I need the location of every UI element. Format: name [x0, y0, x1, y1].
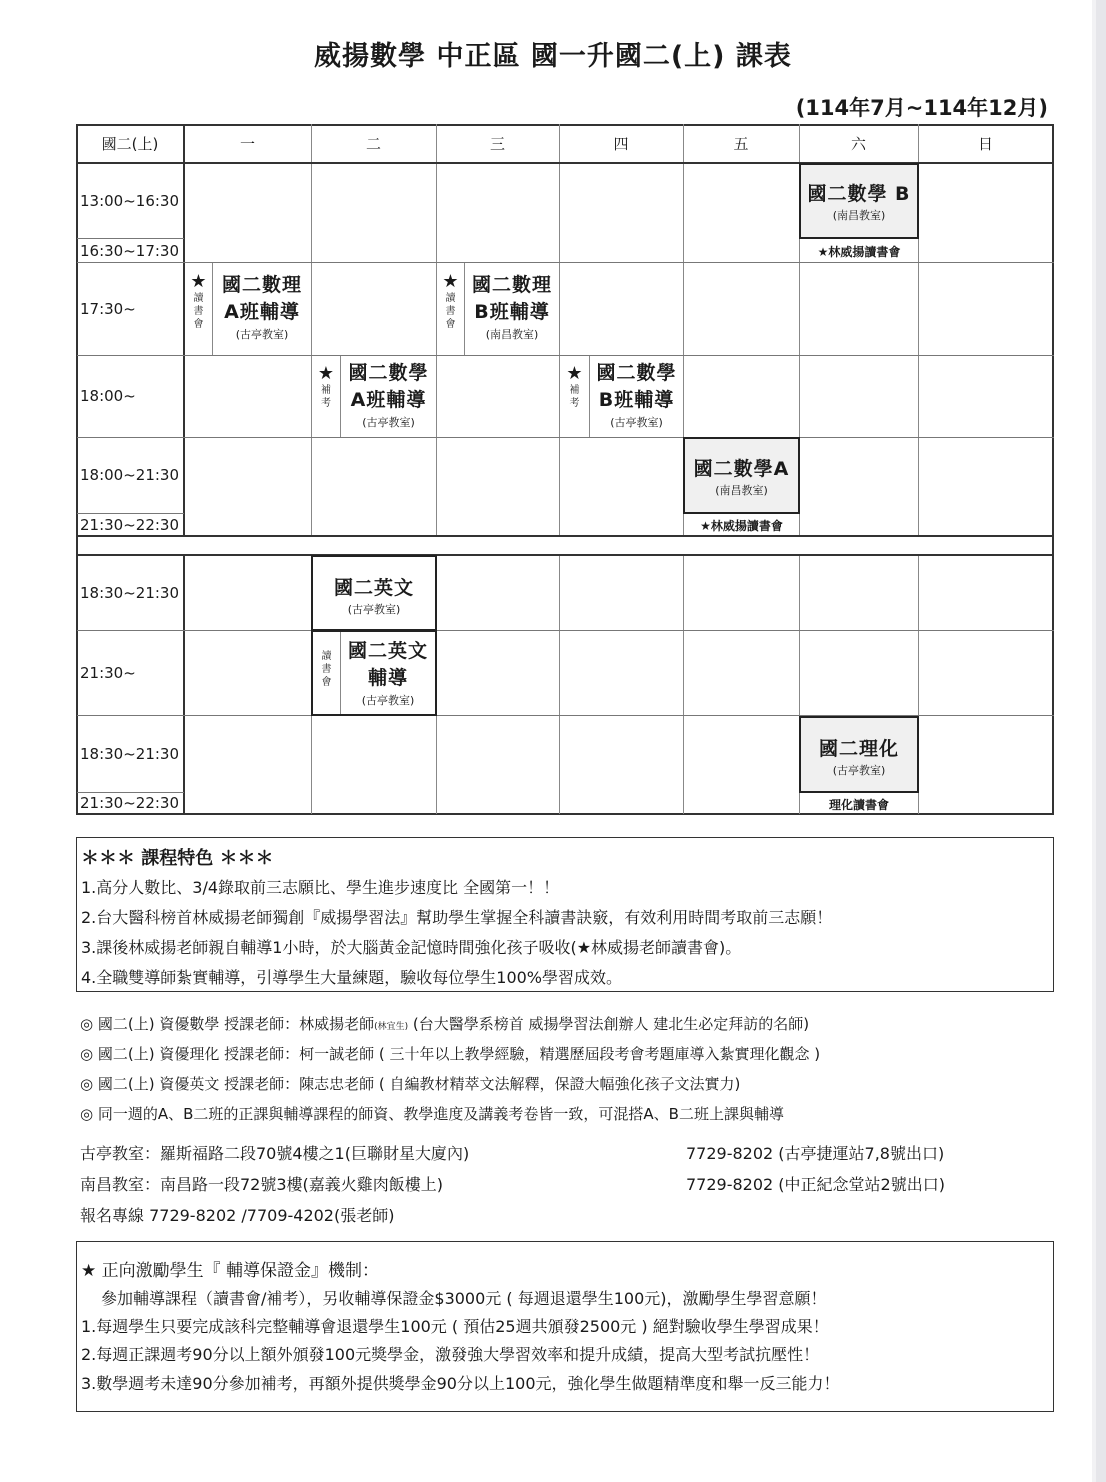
course-name: 國二數理: [471, 274, 552, 296]
row-divider: [77, 792, 184, 793]
star-icon: ★: [190, 271, 207, 292]
term-period: (114年7月~114年12月): [795, 96, 1048, 120]
tag-char: 書: [321, 664, 332, 675]
feature-item: 4.全職雙導師紮實輔導，引導學生大量練題，驗收每位學生100%學習成效。: [81, 968, 623, 987]
course-wed-tutor-b[interactable]: [465, 272, 559, 342]
teacher-item: ◎ 同一週的A、B二班的正課與輔導課程的師資、教學進度及講義考卷皆一致，可混搭A、B二班上課與輔導: [80, 1105, 784, 1123]
course-note: ★林威揚讀書會: [817, 245, 901, 259]
star-icon: ★: [566, 363, 583, 384]
tag-char: 考: [569, 398, 580, 409]
course-name: 國二數學A: [693, 458, 790, 480]
header-day-tue: 二: [365, 135, 381, 153]
time-slot: 21:30~22:30: [80, 516, 180, 534]
deposit-intro: 參加輔導課程（讀書會/補考），另收輔導保證金$3000元 ( 每週退還學生100元)，激勵學生學習意願！: [101, 1289, 827, 1308]
course-name: 國二數學: [348, 362, 429, 384]
header-day-fri: 五: [733, 135, 749, 153]
course-room: (古亭教室): [362, 416, 415, 429]
course-room: (古亭教室): [610, 416, 663, 429]
course-fri-math-a[interactable]: [683, 437, 800, 514]
time-slot: 18:30~21:30: [80, 745, 180, 763]
course-room: (古亭教室): [832, 764, 886, 777]
location-phone[interactable]: 7729-8202 (古亭捷運站7,8號出口): [686, 1144, 945, 1163]
course-tue-english[interactable]: [311, 555, 437, 631]
time-slot: 18:30~21:30: [80, 584, 180, 602]
course-tue-english-tutor[interactable]: [341, 638, 435, 708]
course-name-line2: A班輔導: [224, 301, 300, 323]
course-room: (古亭教室): [361, 694, 415, 707]
table-border-right: [1052, 124, 1054, 815]
teacher-alias: (林宜生): [374, 1022, 409, 1032]
course-name: 國二數學 B: [807, 183, 911, 205]
registration-hotline[interactable]: 報名專線 7729-8202 /7709-4202(張老師): [80, 1206, 395, 1225]
deposit-heading: ★ 正向激勵學生『 輔導保證金』機制：: [81, 1261, 380, 1281]
time-column-divider: [183, 555, 185, 814]
course-name: 國二英文: [333, 577, 414, 599]
features-heading: ＊＊＊ 課程特色 ＊＊＊: [81, 848, 274, 869]
course-thu-math-b-tutor[interactable]: [590, 360, 683, 430]
page-edge-shadow: [1096, 0, 1106, 1482]
tag-char: 會: [321, 677, 332, 688]
time-slot: 18:00~: [80, 387, 136, 405]
course-note: 理化讀書會: [828, 798, 889, 812]
row-divider: [77, 437, 1054, 438]
course-mon-tutor-a[interactable]: [213, 272, 311, 342]
time-slot: 13:00~16:30: [80, 192, 180, 210]
course-name-line2: 輔導: [367, 667, 408, 689]
course-name-line2: B班輔導: [474, 301, 550, 323]
course-name-line2: B班輔導: [598, 389, 675, 411]
teacher-item: ◎ 國二(上) 資優英文 授課老師：陳志忠老師 ( 自編教材精萃文法解釋，保證大幅強化孩子文法實力): [80, 1075, 741, 1093]
study-group-tag: [185, 272, 212, 331]
teacher-item: ◎ 國二(上) 資優理化 授課老師：柯一誠老師 ( 三十年以上教學經驗，精選歷屆段考會考題庫導入紮實理化觀念 ): [80, 1045, 821, 1063]
makeup-exam-tag: [560, 364, 589, 410]
feature-item: 3.課後林威揚老師親自輔導1小時，於大腦黃金記憶時間強化孩子吸收(★林威揚老師讀書會)。: [81, 938, 742, 957]
course-room: (南昌教室): [832, 209, 886, 222]
course-name: 國二數理: [221, 274, 302, 296]
deposit-item: 3.數學週考未達90分參加補考，再額外提供獎學金90分以上100元，強化學生做題精準度和舉一反三能力！: [81, 1374, 840, 1393]
course-sat-science[interactable]: [799, 716, 919, 793]
row-divider: [77, 262, 1054, 263]
header-day-wed: 三: [489, 135, 505, 153]
course-room: (古亭教室): [235, 328, 289, 341]
teacher-text: ◎ 國二(上) 資優數學 授課老師：林威揚老師: [80, 1015, 375, 1033]
tag-char: 考: [321, 398, 331, 409]
col-divider: [559, 555, 560, 814]
star-icon: ★: [317, 363, 335, 384]
row-divider: [77, 355, 1054, 356]
time-slot: 21:30~22:30: [80, 794, 180, 812]
tag-char: 書: [193, 306, 204, 317]
tag-char: 讀: [193, 293, 204, 304]
header-corner: 國二(上): [101, 135, 159, 153]
time-slot: 21:30~: [80, 664, 136, 682]
course-name: 國二英文: [347, 640, 428, 662]
header-day-sun: 日: [977, 135, 993, 153]
course-note: ★林威揚讀書會: [700, 519, 783, 533]
row-divider: [77, 630, 1054, 631]
col-divider: [559, 124, 560, 536]
course-name: 國二理化: [818, 738, 899, 760]
header-day-mon: 一: [239, 135, 255, 153]
tag-char: 會: [445, 319, 456, 330]
row-divider: [77, 513, 184, 514]
table-border-left: [76, 124, 78, 815]
tag-char: 補: [321, 385, 331, 396]
feature-item: 2.台大醫科榜首林威揚老師獨創『威揚學習法』幫助學生掌握全科讀書訣竅，有效利用時間考取前三志願！: [81, 908, 833, 927]
page-title: 威揚數學 中正區 國一升國二(上) 課表: [314, 41, 792, 72]
course-room: (南昌教室): [485, 328, 539, 341]
section-divider: [76, 554, 1054, 556]
makeup-exam-tag: [312, 364, 340, 410]
time-slot: 16:30~17:30: [80, 242, 180, 260]
tag-char: 書: [445, 306, 456, 317]
header-day-sat: 六: [850, 135, 866, 153]
teacher-item: [80, 1013, 809, 1034]
study-group-tag: [437, 272, 464, 331]
table-border-bottom: [76, 813, 1054, 815]
course-room: (古亭教室): [347, 603, 401, 616]
features-panel: [76, 837, 1054, 992]
course-room: (南昌教室): [715, 484, 768, 497]
location-phone[interactable]: 7729-8202 (中正紀念堂站2號出口): [686, 1175, 945, 1194]
time-slot: 17:30~: [80, 300, 136, 318]
location-address: 古亭教室：羅斯福路二段70號4樓之1(巨聯財星大廈內): [80, 1144, 470, 1163]
deposit-panel: [76, 1241, 1054, 1412]
tag-char: 讀: [445, 293, 456, 304]
course-name: 國二數學: [596, 362, 677, 384]
tag-char: 補: [569, 385, 580, 396]
deposit-item: 1.每週學生只要完成該科完整輔導會退還學生100元 ( 預估25週共頒發2500元 ) 絕對驗收學生學習成果！: [81, 1317, 829, 1336]
teacher-desc: (台大醫學系榜首 威揚學習法創辦人 建北生必定拜訪的名師): [408, 1015, 810, 1033]
time-slot: 18:00~21:30: [80, 466, 180, 484]
header-day-thu: 四: [613, 135, 629, 153]
col-divider: [683, 555, 684, 814]
study-group-tag: [313, 650, 340, 689]
course-tue-math-a-tutor[interactable]: [341, 360, 436, 430]
col-divider: [311, 124, 312, 536]
location-address: 南昌教室：南昌路一段72號3樓(嘉義火雞肉飯樓上): [80, 1175, 444, 1194]
deposit-item: 2.每週正課週考90分以上額外頒發100元獎學金，激發強大學習效率和提升成績，提高大型考試抗壓性！: [81, 1345, 820, 1364]
course-name-line2: A班輔導: [350, 389, 427, 411]
tag-char: 讀: [321, 651, 332, 662]
row-divider: [77, 238, 184, 239]
tag-char: 會: [193, 319, 204, 330]
section-divider: [76, 535, 1054, 537]
course-sat-math-b[interactable]: [799, 163, 919, 239]
feature-item: 1.高分人數比、3/4錄取前三志願比、學生進步速度比 全國第一！！: [81, 878, 560, 897]
star-icon: ★: [442, 271, 459, 292]
